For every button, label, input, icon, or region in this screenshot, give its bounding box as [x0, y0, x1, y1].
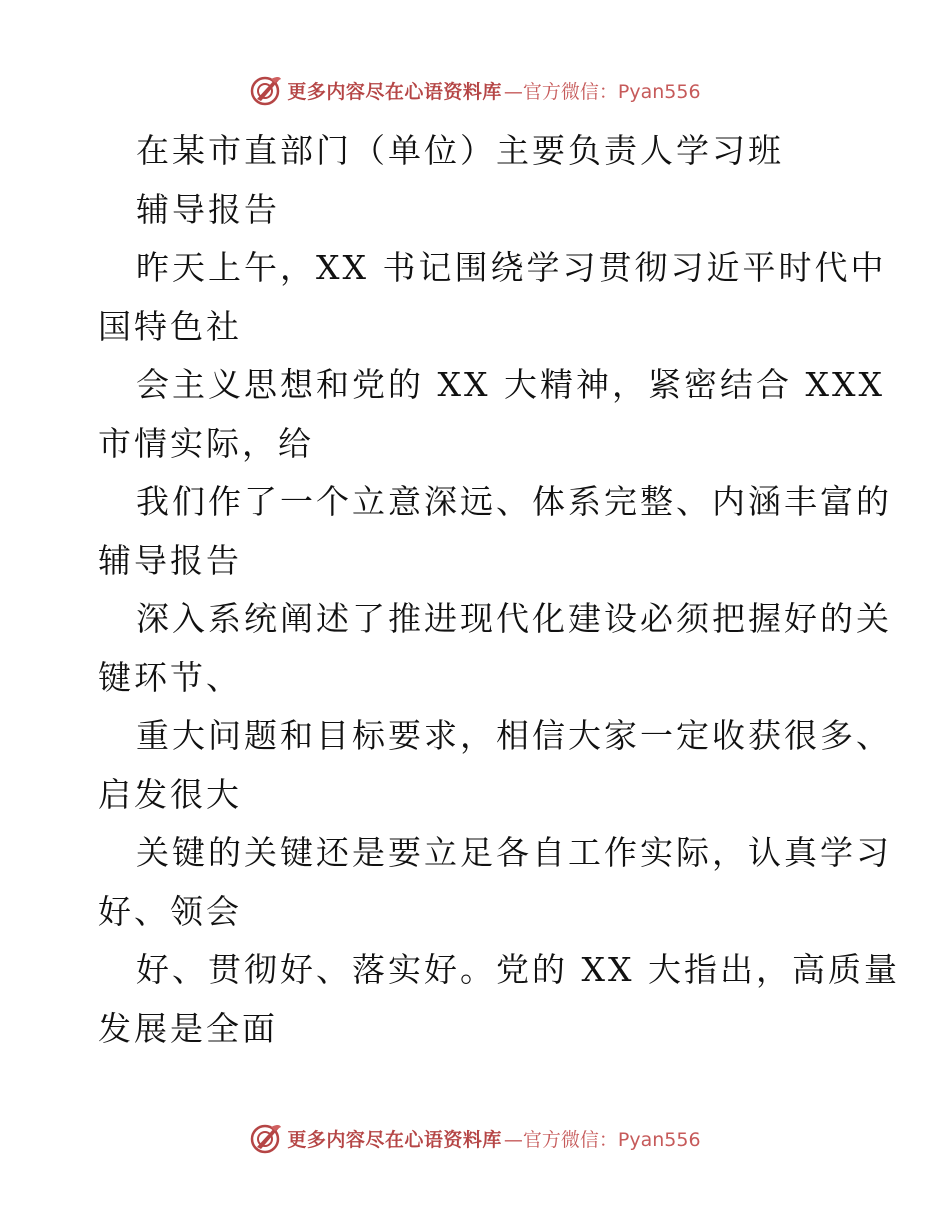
doc-line: 启发很大 [98, 774, 242, 814]
doc-line: 深入系统阐述了推进现代化建设必须把握好的关 [136, 599, 892, 638]
doc-line: 昨天上午，XX 书记围绕学习贯彻习近平时代中 [136, 248, 887, 287]
doc-line: 我们作了一个立意深远、体系完整、内涵丰富的 [136, 482, 892, 521]
footer-brand-text: 更多内容尽在心语资料库 [287, 1128, 502, 1151]
footer-watermark [0, 1118, 950, 1158]
doc-line: 辅导报告 [98, 540, 242, 580]
document-body [98, 122, 900, 1058]
doc-line: 好、贯彻好、落实好。党的 XX 大指出，高质量 [136, 950, 900, 989]
doc-line: 辅导报告 [136, 189, 280, 229]
header-wechat-text: —官方微信：Pyan556 [503, 80, 701, 103]
header-brand-text: 更多内容尽在心语资料库 [287, 80, 502, 103]
footer-wechat-text: —官方微信：Pyan556 [503, 1128, 701, 1151]
doc-line: 重大问题和目标要求，相信大家一定收获很多、 [136, 716, 892, 755]
doc-line: 市情实际，给 [98, 423, 314, 463]
doc-line: 键环节、 [98, 657, 242, 697]
doc-line: 在某市直部门（单位）主要负责人学习班 [136, 131, 784, 170]
quill-seal-icon [249, 1121, 283, 1155]
doc-line: 发展是全面 [98, 1008, 278, 1048]
quill-seal-icon [249, 73, 283, 107]
doc-line: 会主义思想和党的 XX 大精神，紧密结合 XXX [136, 365, 885, 404]
header-watermark [0, 70, 950, 110]
doc-line: 关键的关键还是要立足各自工作实际，认真学习 [136, 833, 892, 872]
doc-line: 国特色社 [98, 306, 242, 346]
doc-line: 好、领会 [98, 891, 242, 931]
